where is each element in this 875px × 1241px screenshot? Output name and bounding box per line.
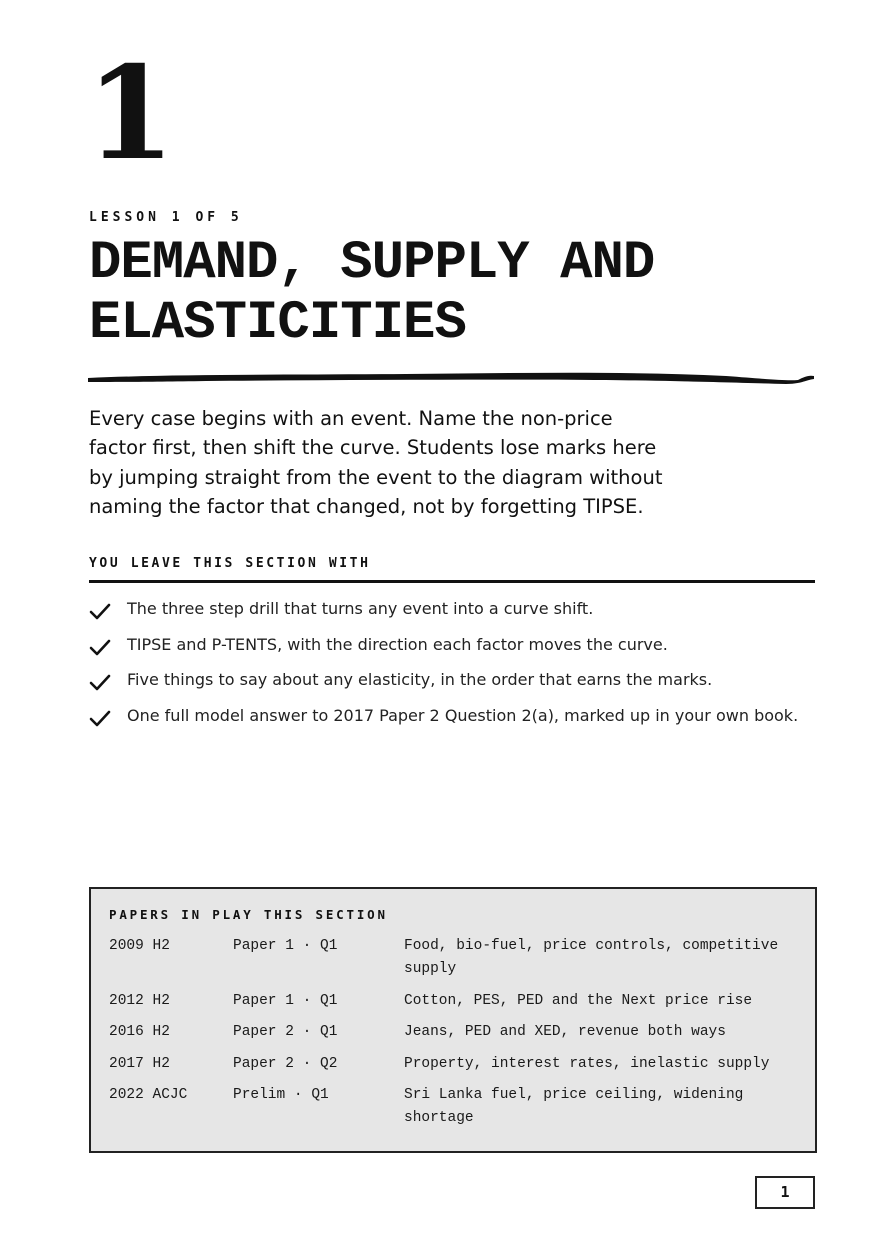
- outcome-text: One full model answer to 2017 Paper 2 Question 2(a), marked up in your own book.: [127, 705, 799, 725]
- list-item: [89, 632, 829, 668]
- outcome-text: Five things to say about any elasticity, in the order that earns the marks.: [127, 670, 713, 689]
- table-row: [109, 1021, 809, 1044]
- table-row: [109, 1084, 809, 1130]
- checkmark-icon: [89, 710, 111, 728]
- intro-paragraph: Every case begins with an event. Name the non-price factor first, then shift the curve. Students lose marks here by jumping straight from the event to the diagram without naming the factor that changed, not by forgetting TIPSE.: [89, 407, 663, 518]
- paper-year: 2022 ACJC: [109, 1087, 188, 1103]
- title-underline-brush: [86, 366, 818, 388]
- paper-topic: Food, bio-fuel, price controls, competitive supply: [404, 938, 779, 977]
- paper-year: 2012 H2: [109, 992, 170, 1009]
- paper-ref: Prelim · Q1: [233, 1087, 329, 1103]
- outcomes-heading: YOU LEAVE THIS SECTION WITH: [89, 556, 371, 571]
- checkmark-icon: [89, 674, 111, 692]
- table-row: [109, 935, 809, 981]
- outcomes-list: [89, 596, 829, 738]
- paper-topic: Cotton, PES, PED and the Next price rise: [404, 992, 753, 1009]
- paper-year: 2009 H2: [109, 938, 170, 954]
- outcome-text: The three step drill that turns any event into a curve shift.: [127, 599, 594, 618]
- outcomes-divider: [89, 580, 815, 583]
- page-number: 1: [755, 1176, 815, 1209]
- papers-heading: PAPERS IN PLAY THIS SECTION: [109, 907, 388, 922]
- outcome-text: TIPSE and P-TENTS, with the direction each factor moves the curve.: [127, 634, 668, 654]
- checkmark-icon: [89, 603, 111, 621]
- chapter-number: 1: [86, 39, 174, 189]
- table-row: [109, 990, 809, 1013]
- paper-ref: Paper 2 · Q1: [233, 1024, 338, 1040]
- paper-ref: Paper 2 · Q2: [233, 1055, 338, 1072]
- lesson-label: LESSON 1 OF 5: [89, 210, 243, 225]
- list-item: [89, 667, 829, 703]
- paper-ref: Paper 1 · Q1: [233, 992, 338, 1009]
- paper-year: 2017 H2: [109, 1055, 170, 1072]
- table-row: [109, 1053, 809, 1076]
- paper-topic: Jeans, PED and XED, revenue both ways: [404, 1024, 726, 1040]
- paper-year: 2016 H2: [109, 1024, 170, 1040]
- checkmark-icon: [89, 639, 111, 657]
- papers-panel: [89, 887, 817, 1153]
- list-item: [89, 703, 829, 739]
- paper-ref: Paper 1 · Q1: [233, 938, 338, 954]
- page-title: DEMAND, SUPPLY AND ELASTICITIES: [89, 233, 655, 354]
- paper-topic: Sri Lanka fuel, price ceiling, widening shortage: [404, 1087, 744, 1126]
- papers-table: [109, 935, 809, 1139]
- paper-topic: Property, interest rates, inelastic supply: [404, 1055, 770, 1072]
- list-item: [89, 596, 829, 632]
